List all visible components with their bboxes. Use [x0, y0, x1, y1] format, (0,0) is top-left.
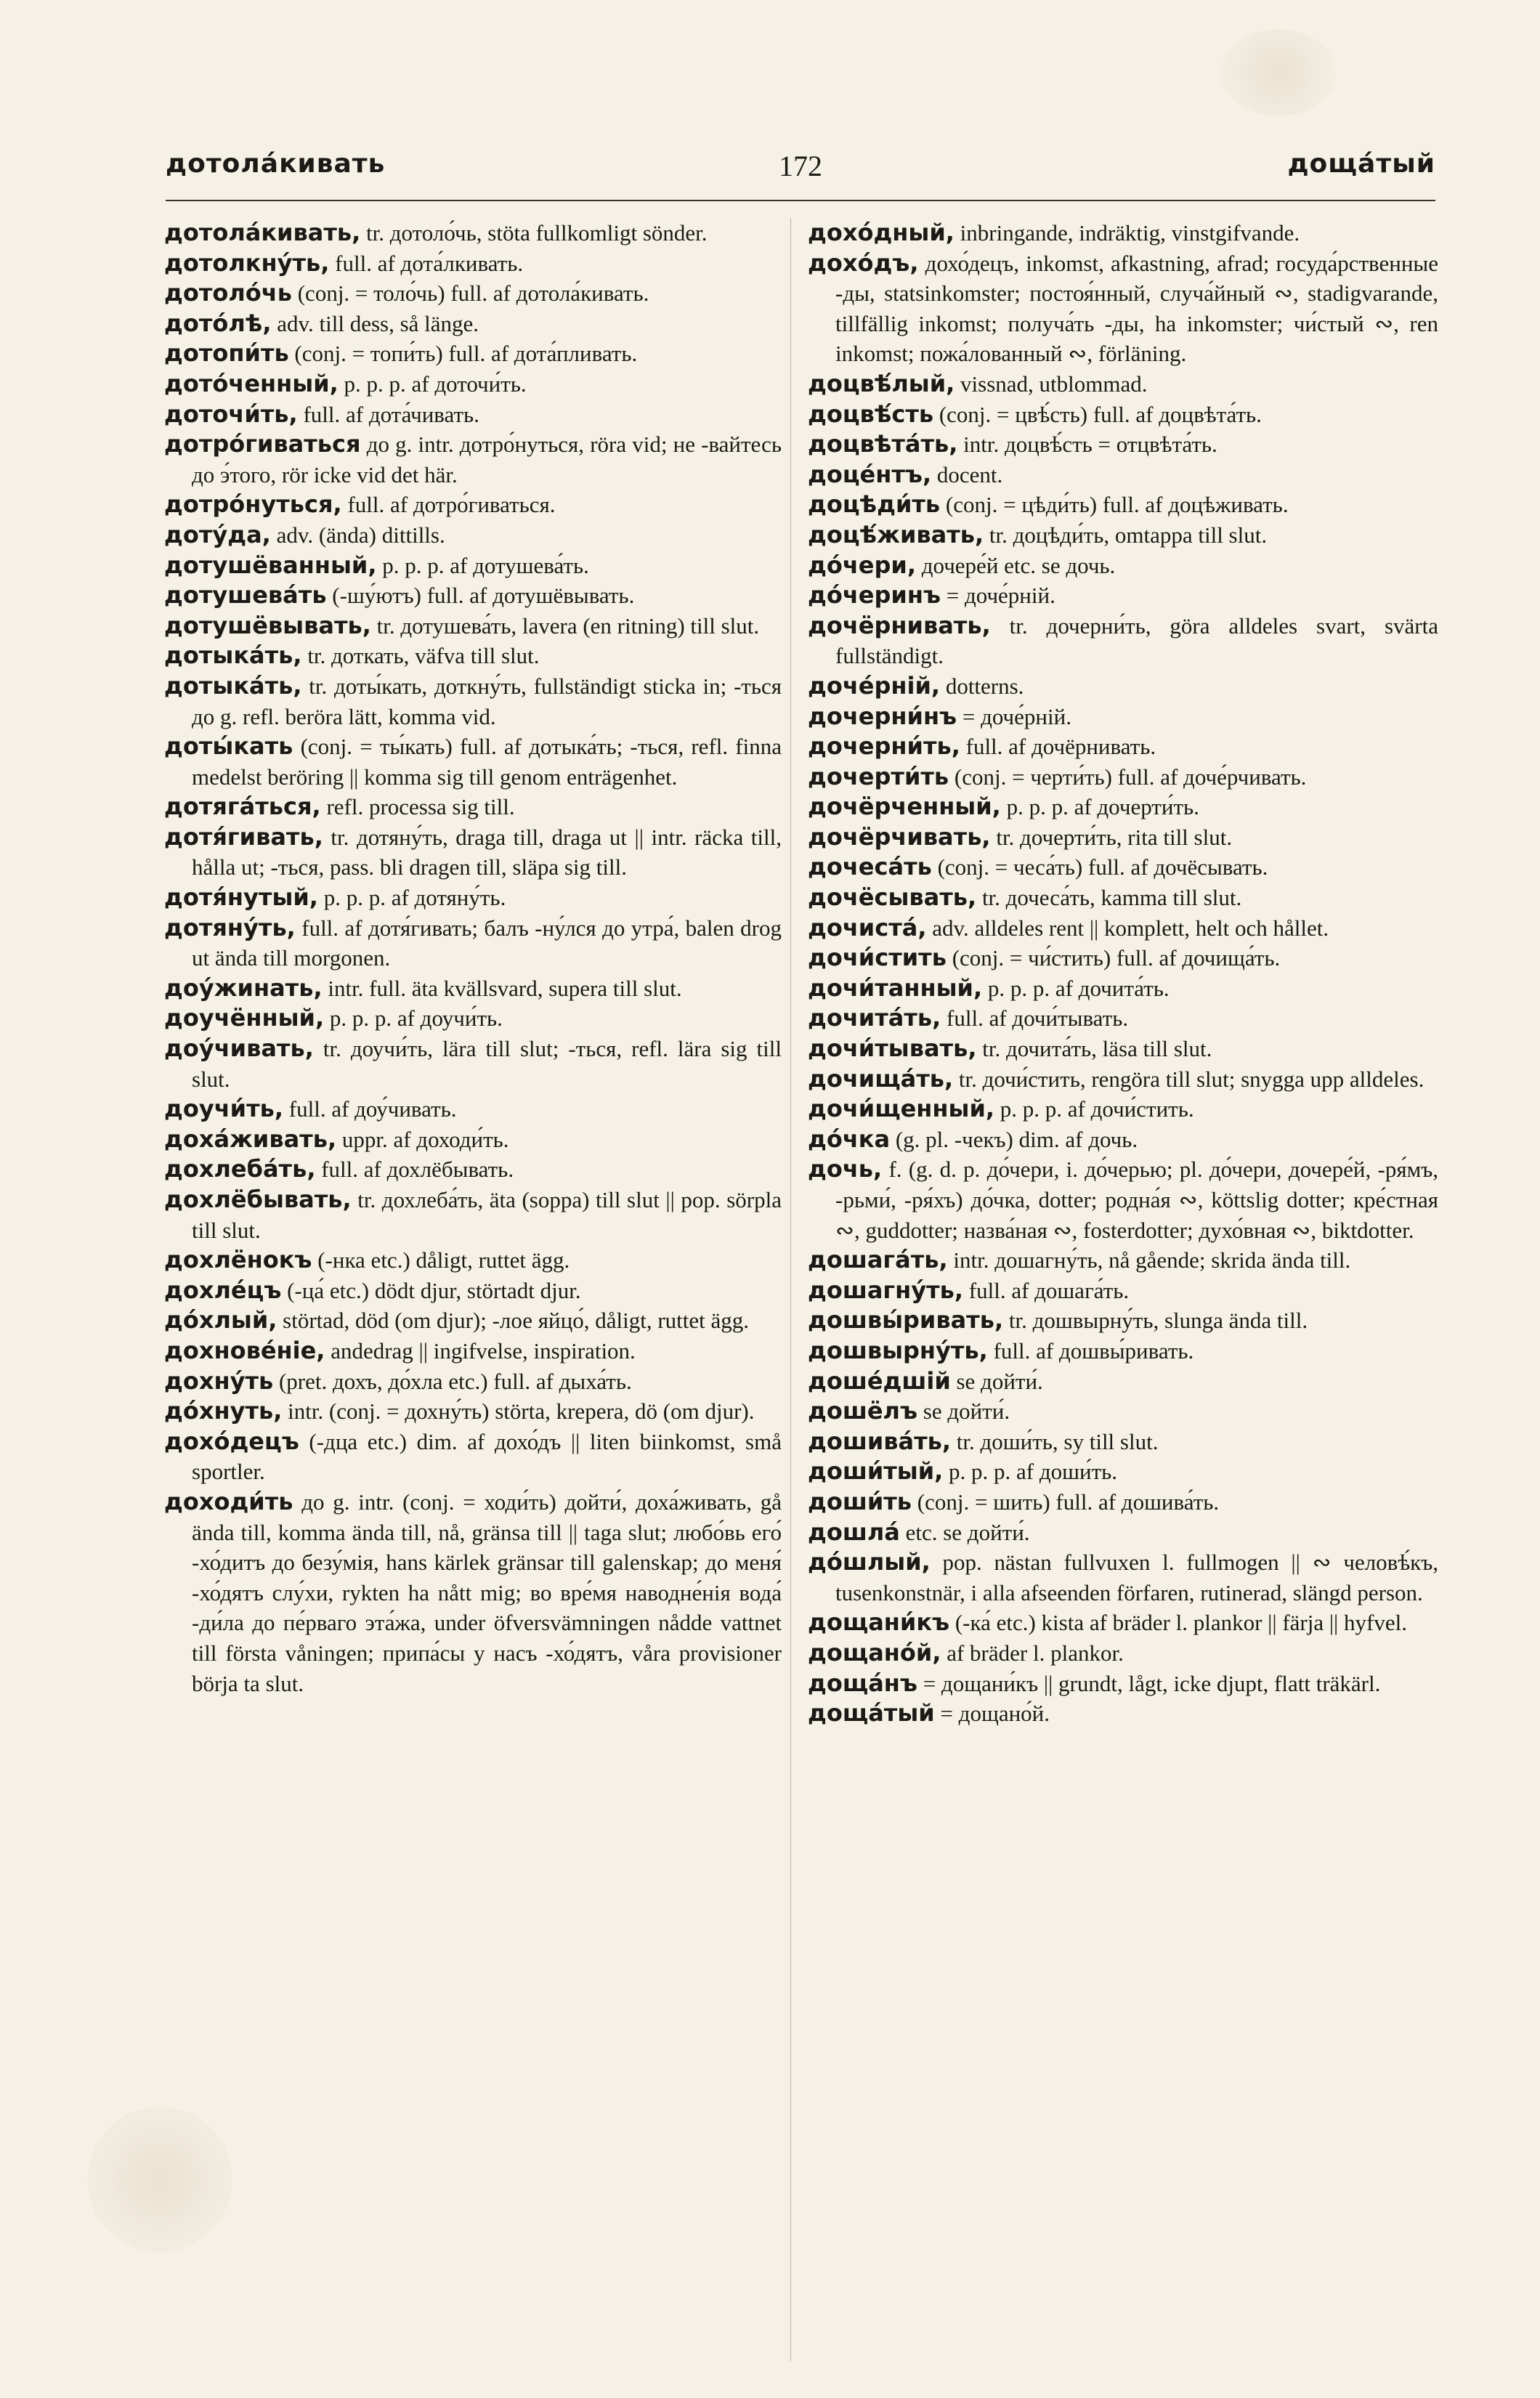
entry-headword: доцвѣта́ть,	[808, 430, 958, 458]
dictionary-entry	[164, 973, 782, 1004]
entry-definition: p. p. p. af доши́ть.	[943, 1459, 1118, 1485]
dictionary-entry	[808, 943, 1438, 973]
dictionary-entry	[808, 822, 1438, 853]
entry-definition: full. af дохлёбывать.	[315, 1157, 514, 1183]
dictionary-entry	[808, 580, 1438, 611]
entry-definition: se дойти́.	[950, 1368, 1043, 1394]
entry-definition: full. af дотя́гивать; балъ -ну́лся до утра́, balen drog ut ända till morgonen.	[192, 915, 782, 971]
entry-headword: дотяга́ться,	[164, 793, 321, 821]
entry-headword: доцѣ́живать,	[808, 520, 984, 548]
dictionary-entry	[808, 1638, 1438, 1669]
dictionary-entry	[164, 218, 782, 248]
entry-definition: (-дца etc.) dim. af дохо́дъ || liten biinkomst, små sportler.	[192, 1428, 782, 1485]
dictionary-entry	[164, 1094, 782, 1125]
dictionary-entry	[164, 1427, 782, 1487]
dictionary-entry	[164, 580, 782, 611]
dictionary-entry	[808, 1305, 1438, 1336]
entry-definition: tr. доучи́ть, lära till slut; -ться, refl. lära sig till slut.	[192, 1036, 782, 1092]
dictionary-entry	[164, 1276, 782, 1306]
dictionary-entry	[164, 1034, 782, 1094]
entry-headword: дочерни́нъ	[808, 702, 957, 730]
entry-headword: доу́жинать,	[164, 973, 323, 1002]
entry-headword: дочёрченный,	[808, 793, 1001, 821]
entry-headword: доши́тый,	[808, 1457, 944, 1486]
dictionary-entry	[164, 1487, 782, 1698]
dictionary-entry	[164, 1396, 782, 1427]
entry-headword: доцѣди́ть	[808, 490, 941, 519]
dictionary-entry	[808, 1547, 1438, 1608]
entry-headword: доцвѣ́сть	[808, 400, 934, 428]
entry-definition: tr. дохлеба́ть, äta (soppa) till slut || pop. sörpla till slut.	[192, 1187, 782, 1243]
entry-definition: inbringande, indräktig, vinstgifvande.	[954, 220, 1300, 246]
page-header	[166, 149, 1435, 193]
entry-headword: дохлёбывать,	[164, 1186, 352, 1213]
entry-definition: full. af дошвы́ривать.	[987, 1337, 1194, 1364]
dictionary-entry	[808, 611, 1438, 671]
entry-definition: (-ка́ etc.) kista af bräder l. plankor || färja || hyfvel.	[949, 1610, 1407, 1636]
dictionary-entry	[164, 1003, 782, 1034]
entry-definition: tr. дочита́ть, läsa till slut.	[976, 1036, 1212, 1062]
dictionary-entry	[808, 792, 1438, 822]
entry-definition: до g. intr. дотро́нуться, röra vid; не -вайтесь до э́того, rör icke vid det här.	[192, 432, 782, 487]
entry-headword: дочерти́ть	[808, 762, 949, 790]
entry-definition: p. p. p. af дотяну́ть.	[317, 885, 506, 911]
dictionary-entry	[164, 883, 782, 913]
entry-headword: дотопи́ть	[164, 339, 289, 368]
dictionary-entry	[808, 1245, 1438, 1276]
dictionary-entry	[808, 429, 1438, 460]
entry-definition: tr. дочеса́ть, kamma till slut.	[976, 885, 1242, 911]
entry-definition: p. p. p. af доточи́ть.	[338, 370, 527, 397]
entry-definition: intr. (conj. = дохну́ть) störta, krepera, dö (om djur).	[282, 1398, 755, 1425]
entry-definition: full. af дота́лкивать.	[329, 250, 524, 276]
column-divider	[790, 218, 791, 2361]
entry-headword: дочи́щенный,	[808, 1095, 995, 1123]
entry-definition: (conj. = шить) full. af дошива́ть.	[912, 1488, 1220, 1515]
dictionary-entry	[808, 1669, 1438, 1699]
dictionary-entry	[808, 1276, 1438, 1306]
entry-definition: full. af дошага́ть.	[963, 1277, 1130, 1303]
dictionary-entry	[808, 1698, 1438, 1729]
dictionary-entry	[808, 702, 1438, 732]
entry-definition: tr. дотяну́ть, draga till, draga ut || intr. räcka till, hålla ut; -ться, pass. bli dragen till, släpa sig till.	[192, 824, 782, 880]
dictionary-entry	[164, 611, 782, 641]
entry-definition: intr. дошагну́ть, nå gående; skrida ända till.	[947, 1247, 1351, 1273]
entry-headword: доходи́ть	[164, 1487, 293, 1515]
entry-definition: (conj. = чеса́ть) full. af дочёсывать.	[931, 854, 1268, 880]
left-column	[164, 218, 782, 1698]
entry-headword: доту́да,	[164, 520, 271, 548]
entry-headword: дошагну́ть,	[808, 1276, 964, 1304]
entry-definition: full. af доу́чивать.	[283, 1096, 457, 1122]
dictionary-entry	[808, 762, 1438, 793]
dictionary-entry	[164, 248, 782, 279]
dictionary-entry	[164, 641, 782, 671]
dictionary-entry	[164, 1125, 782, 1155]
dictionary-entry	[808, 913, 1438, 944]
dictionary-entry	[808, 248, 1438, 369]
entry-headword: дошёлъ	[808, 1397, 917, 1425]
entry-headword: доточи́ть,	[164, 400, 298, 428]
entry-definition: se дойти́.	[917, 1398, 1010, 1425]
entry-headword: доты́кать	[164, 732, 293, 761]
dictionary-entry	[164, 671, 782, 732]
dictionary-entry	[164, 822, 782, 883]
entry-headword: дошага́ть,	[808, 1246, 948, 1274]
dictionary-entry	[808, 1003, 1438, 1034]
entry-headword: дочёсывать,	[808, 883, 977, 912]
dictionary-entry	[808, 1366, 1438, 1397]
dictionary-entry	[808, 1608, 1438, 1638]
dictionary-entry	[164, 1185, 782, 1245]
entry-definition: refl. processa sig till.	[320, 794, 515, 820]
entry-definition: andedrag || ingifvelse, inspiration.	[325, 1337, 636, 1364]
entry-headword: дохлёнокъ	[164, 1246, 312, 1274]
dictionary-entry	[164, 278, 782, 309]
dictionary-entry	[808, 1427, 1438, 1457]
dictionary-entry	[164, 429, 782, 490]
entry-headword: дочёрчивать,	[808, 822, 991, 851]
dictionary-entry	[164, 520, 782, 551]
page-number: 172	[779, 150, 822, 182]
entry-definition: störtad, död (om djur); -лое яйцо́, dåligt, ruttet ägg.	[277, 1308, 749, 1334]
entry-definition: full. af дотро́гиваться.	[341, 492, 556, 518]
entry-headword: доше́дшій	[808, 1366, 951, 1395]
dictionary-entry	[808, 732, 1438, 762]
dictionary-entry	[808, 400, 1438, 430]
entry-definition: = дощано́й.	[934, 1701, 1050, 1727]
dictionary-entry	[164, 339, 782, 369]
entry-headword: дощано́й,	[808, 1638, 941, 1666]
entry-definition: (conj. = ты́кать) full. af дотыка́ть; -ться, refl. finna medelst beröring || komma sig till genom enträgenhet.	[192, 734, 782, 790]
dictionary-entry	[808, 1336, 1438, 1366]
entry-definition: full. af дочёрнивать.	[960, 734, 1156, 760]
entry-definition: tr. дочерти́ть, rita till slut.	[990, 824, 1233, 850]
dictionary-entry	[808, 1518, 1438, 1548]
entry-definition: до g. intr. (conj. = ходи́ть) дойти́, доха́живать, gå ända till, komma ända till, nå, gränsa till || taga slut; любо́вь его́ -хо́дитъ до безу́мія, hans kärlek gränsar till galenskap; до меня́ -хо́дятъ слу́хи, rykten ha nått mig; во вре́мя наводне́нія вода́ -ди́ла до пе́рваго эта́жа, under öfversvämningen nådde vattnet till första våningen; припа́сы у насъ -хо́дятъ, våra provisioner börja ta slut.	[192, 1488, 782, 1696]
entry-headword: до́черинъ	[808, 581, 941, 609]
entry-definition: tr. доши́ть, sy till slut.	[951, 1428, 1159, 1454]
entry-headword: до́чери,	[808, 551, 916, 579]
dictionary-entry	[808, 1396, 1438, 1427]
dictionary-entry	[164, 1366, 782, 1397]
entry-definition: tr. доты́кать, доткну́ть, fullständigt sticka in; -ться до g. refl. beröra lätt, komma vid.	[192, 673, 782, 729]
dictionary-entry	[164, 732, 782, 792]
entry-headword: дочи́тывать,	[808, 1034, 977, 1063]
entry-definition: (conj. = топи́ть) full. af дота́пливать.	[288, 341, 638, 367]
entry-definition: tr. доцѣди́ть, omtappa till slut.	[984, 522, 1268, 548]
entry-headword: дохле́цъ	[164, 1276, 282, 1304]
entry-definition: tr. дотоло́чь, stöta fullkomligt sönder.	[360, 220, 708, 246]
entry-headword: доща́тый	[808, 1699, 935, 1727]
entry-definition: full. af дочи́тывать.	[941, 1005, 1129, 1032]
entry-headword: дочеса́ть	[808, 853, 932, 881]
entry-definition: adv. (ända) dittills.	[270, 522, 445, 548]
entry-definition: (conj. = черти́ть) full. af доче́рчивать.	[949, 763, 1307, 790]
entry-definition: uppr. af доходи́ть.	[336, 1126, 509, 1152]
entry-headword: доха́живать,	[164, 1125, 337, 1153]
entry-headword: дочерни́ть,	[808, 732, 960, 761]
entry-definition: intr. full. äta kvällsvard, supera till slut.	[322, 975, 682, 1001]
entry-headword: дотро́гиваться	[164, 430, 361, 458]
entry-headword: дохлеба́ть,	[164, 1155, 316, 1183]
entry-definition: tr. дочи́стить, rengöra till slut; snygga upp alldeles.	[953, 1066, 1424, 1092]
dictionary-entry	[808, 460, 1438, 490]
entry-headword: дотя́гивать,	[164, 822, 323, 851]
entry-definition: (-ца́ etc.) dödt djur, störtadt djur.	[281, 1277, 581, 1303]
entry-headword: дошвы́ривать,	[808, 1306, 1004, 1334]
dictionary-entry	[164, 1154, 782, 1185]
entry-definition: full. af дота́чивать.	[297, 401, 479, 427]
dictionary-entry	[808, 973, 1438, 1004]
entry-headword: дотола́кивать,	[164, 219, 361, 246]
dictionary-entry	[164, 490, 782, 520]
entry-headword: дочёрнивать,	[808, 611, 991, 639]
entry-headword: дочиста́,	[808, 913, 927, 941]
dictionary-entry	[808, 369, 1438, 400]
entry-headword: до́хлый,	[164, 1306, 277, 1334]
entry-headword: дотушёванный,	[164, 551, 377, 579]
entry-headword: дотолкну́ть,	[164, 248, 330, 277]
entry-headword: дохо́дъ,	[808, 248, 919, 277]
dictionary-entry	[164, 400, 782, 430]
entry-definition: vissnad, utblommad.	[955, 370, 1148, 397]
entry-definition: (g. pl. -чекъ) dim. af дочь.	[890, 1126, 1138, 1152]
running-head-left: дотола́кивать	[166, 149, 386, 179]
entry-headword: дохну́ть	[164, 1366, 274, 1395]
entry-headword: дочита́ть,	[808, 1004, 941, 1032]
dictionary-entry	[808, 671, 1438, 702]
entry-headword: дохо́дный,	[808, 219, 955, 246]
entry-definition: adv. alldeles rent || komplett, helt och hållet.	[926, 915, 1329, 941]
entry-headword: до́чка	[808, 1125, 891, 1153]
entry-definition: (-нка etc.) dåligt, ruttet ägg.	[312, 1247, 570, 1273]
entry-headword: доу́чивать,	[164, 1034, 314, 1063]
entry-definition: f. (g. d. p. до́чери, i. до́черью; pl. до́чери, дочере́й, -ря́мъ, -рьми́, -ря́хъ) до́чка, dotter; родна́я ∾, köttslig dotter; кре́стная ∾, guddotter; назва́ная ∾, fosterdotter; духо́вная ∾, biktdotter.	[835, 1157, 1438, 1243]
entry-headword: дотушёвывать,	[164, 611, 371, 639]
dictionary-entry	[808, 520, 1438, 551]
entry-headword: доцвѣ́лый,	[808, 369, 955, 397]
entry-definition: p. p. p. af дочерти́ть.	[1000, 794, 1199, 820]
entry-definition: (-шу́ютъ) full. af дотушёвывать.	[326, 583, 635, 609]
running-head-right: доща́тый	[1287, 149, 1435, 179]
entry-headword: дотя́нутый,	[164, 883, 318, 912]
dictionary-entry	[808, 852, 1438, 883]
dictionary-entry	[164, 792, 782, 822]
dictionary-entry	[164, 369, 782, 400]
entry-definition: tr. дошвырну́ть, slunga ända till.	[1003, 1308, 1308, 1334]
entry-definition: = доче́рній.	[940, 583, 1055, 609]
entry-definition: дочере́й etc. se дочь.	[915, 552, 1116, 578]
entry-definition: pop. nästan fullvuxen l. fullmogen || ∾ человѣ́къ, tusenkonstnär, i alla afseenden förfaren, rutinerad, slängd person.	[835, 1550, 1438, 1605]
entry-definition: p. p. p. af дотушева́ть.	[376, 552, 589, 578]
entry-headword: доучённый,	[164, 1004, 325, 1032]
entry-definition: dotterns.	[940, 673, 1024, 699]
entry-definition: p. p. p. af дочи́стить.	[994, 1096, 1194, 1122]
entry-definition: intr. доцвѣ́сть = отцвѣта́ть.	[957, 432, 1217, 458]
dictionary-entry	[808, 1034, 1438, 1064]
entry-headword: дошла́	[808, 1518, 900, 1546]
entry-definition: tr. доткать, väfva till slut.	[301, 643, 540, 669]
entry-definition: = дощани́къ || grundt, lågt, icke djupt, flatt träkärl.	[917, 1670, 1381, 1696]
entry-definition: (pret. дохъ, до́хла etc.) full. af дыха́ть.	[273, 1368, 632, 1394]
entry-definition: docent.	[931, 461, 1003, 487]
entry-headword: дочь,	[808, 1155, 883, 1183]
dictionary-entry	[164, 1305, 782, 1336]
entry-definition: (conj. = цѣди́ть) full. af доцѣживать.	[940, 492, 1289, 518]
entry-headword: дочища́ть,	[808, 1064, 954, 1093]
dictionary-entry	[808, 218, 1438, 248]
entry-definition: (conj. = цвѣ́сть) full. af доцвѣта́ть.	[933, 401, 1262, 427]
entry-definition: = доче́рній.	[957, 703, 1071, 729]
entry-headword: дотыка́ть,	[164, 671, 302, 700]
entry-headword: доши́ть	[808, 1487, 912, 1515]
entry-headword: доче́рній,	[808, 671, 941, 700]
entry-headword: дочи́танный,	[808, 973, 983, 1002]
entry-headword: дото́ченный,	[164, 369, 339, 397]
dictionary-entry	[164, 309, 782, 339]
dictionary-entry	[164, 913, 782, 973]
header-rule	[166, 200, 1435, 201]
entry-definition: (conj. = чи́стить) full. af дочища́ть.	[946, 945, 1281, 971]
entry-headword: дочи́стить	[808, 944, 947, 972]
dictionary-entry	[164, 551, 782, 581]
entry-headword: дотушева́ть	[164, 581, 327, 609]
entry-definition: (conj. = толо́чь) full. af дотола́кивать.	[291, 280, 649, 307]
dictionary-entry	[808, 551, 1438, 581]
entry-definition: p. p. p. af доучи́ть.	[324, 1005, 503, 1032]
entry-definition: adv. till dess, så länge.	[271, 310, 479, 336]
dictionary-entry	[808, 490, 1438, 520]
entry-definition: etc. se дойти́.	[899, 1519, 1030, 1545]
entry-headword: до́шлый,	[808, 1548, 931, 1576]
entry-headword: дотяну́ть,	[164, 913, 296, 941]
dictionary-entry	[808, 883, 1438, 913]
entry-headword: дощани́къ	[808, 1608, 950, 1637]
entry-definition: tr. дотушева́ть, lavera (en ritning) till slut.	[370, 612, 760, 639]
entry-headword: дошива́ть,	[808, 1427, 952, 1455]
entry-definition: p. p. p. af дочита́ть.	[982, 975, 1170, 1001]
right-column	[808, 218, 1438, 1729]
dictionary-entry	[808, 1094, 1438, 1125]
entry-headword: дохо́децъ	[164, 1427, 299, 1455]
entry-headword: дото́лѣ,	[164, 309, 272, 337]
entry-headword: доучи́ть,	[164, 1095, 284, 1123]
dictionary-entry	[808, 1125, 1438, 1155]
dictionary-entry	[164, 1336, 782, 1366]
entry-headword: доща́нъ	[808, 1669, 917, 1697]
dictionary-entry	[808, 1064, 1438, 1095]
entry-headword: дотыка́ть,	[164, 641, 302, 670]
entry-headword: до́хнуть,	[164, 1397, 283, 1425]
dictionary-entry	[808, 1487, 1438, 1518]
dictionary-entry	[808, 1457, 1438, 1487]
entry-headword: доце́нтъ,	[808, 460, 932, 488]
entry-definition: tr. дочерни́ть, göra alldeles svart, svärta fullständigt.	[835, 612, 1438, 669]
entry-definition: af bräder l. plankor.	[941, 1640, 1124, 1666]
entry-headword: дохнове́ніе,	[164, 1336, 325, 1364]
entry-definition: дохо́децъ, inkomst, afkastning, afrad; госуда́рственные -ды, statsinkomster; постоя́нный, случа́йный ∾, stadigvarande, tillfällig inkomst; получа́ть -ды, ha inkomster; чи́стый ∾, ren inkomst; пожа́лованный ∾, förläning.	[835, 250, 1438, 367]
dictionary-entry	[808, 1154, 1438, 1245]
entry-headword: дотро́нуться,	[164, 490, 342, 519]
entry-headword: дошвырну́ть,	[808, 1336, 988, 1364]
entry-headword: дотоло́чь	[164, 279, 292, 307]
dictionary-entry	[164, 1245, 782, 1276]
